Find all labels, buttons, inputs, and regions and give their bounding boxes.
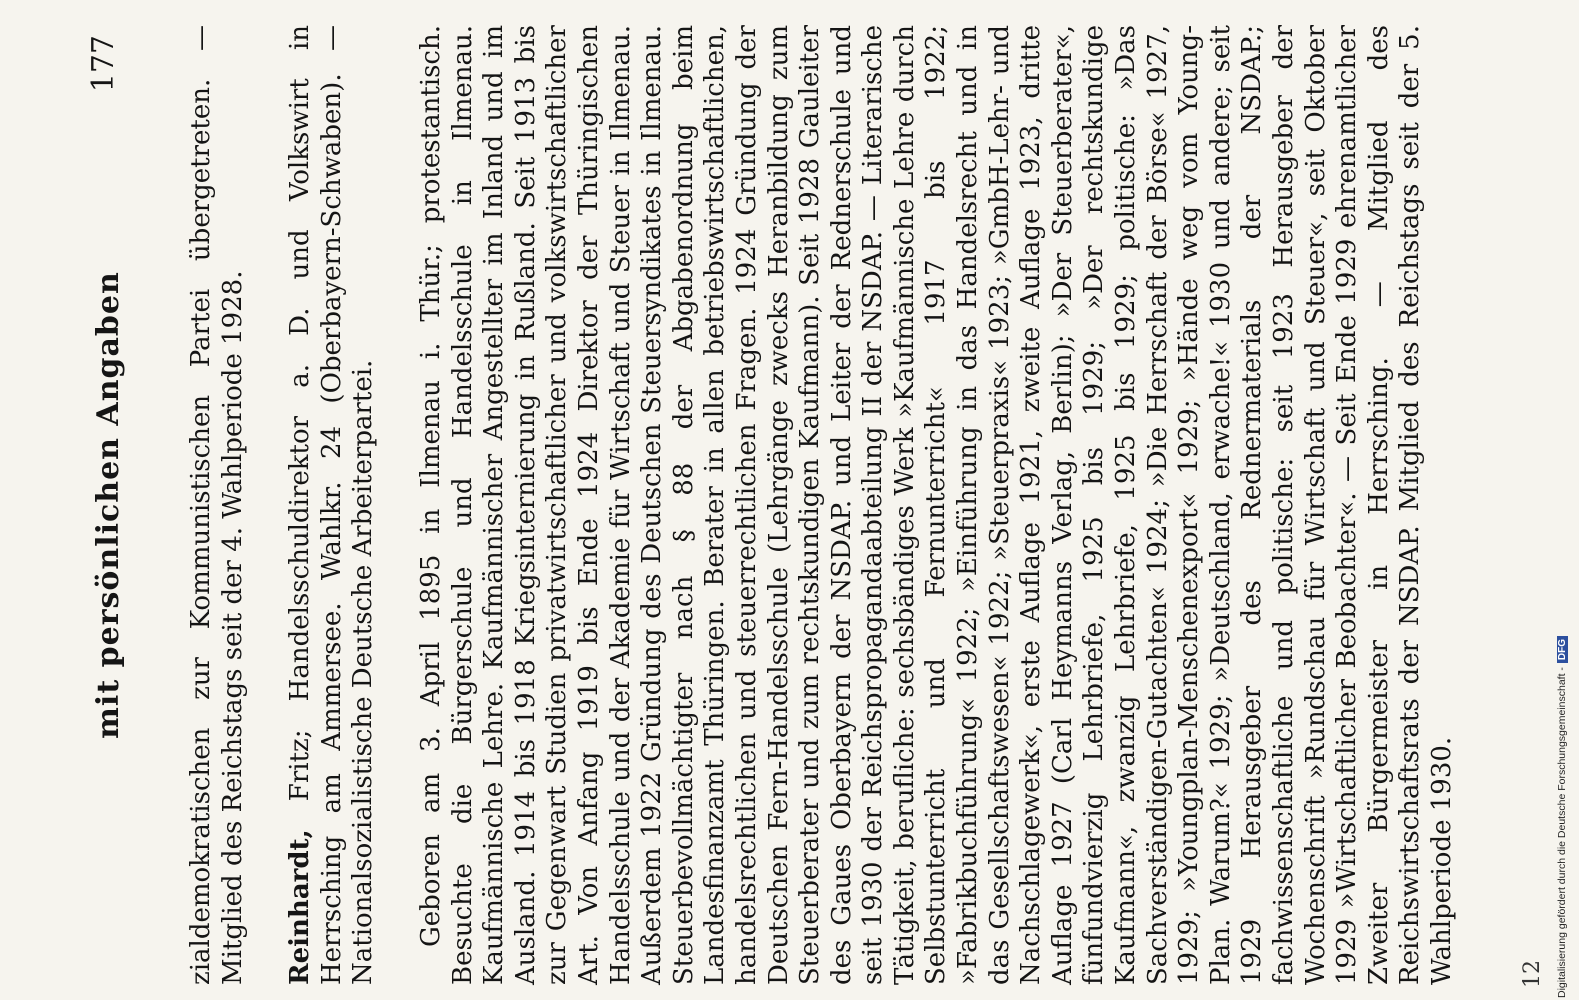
margin-number: 12 <box>1520 960 1545 988</box>
entry-details: Fritz; Handelsschuldirektor a. D. und Volkswirt in Herrsching am Ammersee. Wahlkr. 24 (Oberbayern-Schwaben). — Nationalsozialistische Deutsche Arbeiterpartei. <box>285 25 379 985</box>
digitization-note <box>1556 636 1568 998</box>
entry-name: Reinhardt, <box>285 829 316 985</box>
paragraph-continuation: zialdemokratischen zur Kommunistischen Partei übergetreten. — Mitglied des Reichstags seit der 4. Wahlperiode 1928. <box>186 25 248 985</box>
running-title: mit persönlichen Angaben <box>90 271 126 739</box>
page-content <box>80 25 1470 985</box>
dfg-logo-icon: DFG <box>1557 636 1568 663</box>
page-number: 177 <box>86 35 121 93</box>
entry-heading <box>285 25 380 985</box>
digitization-text: Digitalisierung gefördert durch die Deutsche Forschungsgemeinschaft - <box>1556 667 1568 998</box>
biography-paragraph: Geboren am 3. April 1895 in Ilmenau i. Thür.; protestantisch. Besuchte die Bürgerschule und Handelsschule in Ilmenau. Kaufmännische Lehre. Kaufmännischer Angestellter im Inland und im Ausland. 1914 bis 1918 Kriegsinternierung in Rußland. Seit 1913 bis zur Gegenwart Studien privatwirtschaftlicher und volkswirtschaftlicher Art. Von Anfang 1919 bis Ende 1924 Direktor der Thüringischen Handelsschule und der Akademie für Wirtschaft und Steuer in Ilmenau. Außerdem 1922 Gründung des Deutschen Steuersyndikates in Ilmenau. Steuerbevollmächtigter nach § 88 der Abgabenordnung beim Landesfinanzamt Thüringen. Berater in allen betriebswirtschaftlichen, handelsrechtlichen und steuerrechtlichen Fragen. 1924 Gründung der Deutschen Fern-Handelsschule (Lehrgänge zwecks Heranbildung zum Steuerberater und zum rechtskundigen Kaufmann). Seit 1928 Gauleiter des Gaues Oberbayern der NSDAP. und Leiter der Rednerschule und seit 1930 der Reichspropagandaabteilung II der NSDAP. — Literarische Tätigkeit, berufliche: sechsbändiges Werk »Kaufmännische Lehre durch Selbstunterricht und Fernunterricht« 1917 bis 1922; »Fabrikbuchführung« 1922; »Einführung in das Handelsrecht und in das Gesellschaftswesen« 1922; »Steuerpraxis« 1923; »GmbH-Lehr- und Nachschlagewerk«, erste Auflage 1921, zweite Auflage 1923, dritte Auflage 1927 (Carl Heymanns Verlag, Berlin); »Der Steuerberater«, fünfundvierzig Lehrbriefe, 1925 bis 1929; »Der rechtskundige Kaufmann«, zwanzig Lehrbriefe, 1925 bis 1929; politische: »Das Sachverständigen-Gutachten« 1924; »Die Herrschaft der Börse« 1927, 1929; »Youngplan-Menschenexport« 1929; »Hände weg vom Young-Plan. Warum?« 1929; »Deutschland, erwache!« 1930 und andere; seit 1929 Herausgeber des Rednermaterials der NSDAP.; fachwissenschaftliche und politische: seit 1923 Herausgeber der Wochenschrift »Rundschau für Wirtschaft und Steuer«, seit Oktober 1929 »Wirtschaftlicher Beobachter«. — Seit Ende 1929 ehrenamtlicher Zweiter Bürgermeister in Herrsching. — Mitglied des Reichswirtschaftsrats der NSDAP. Mitglied des Reichstags seit der 5. Wahlperiode 1930. <box>415 25 1457 985</box>
page-header <box>80 25 136 985</box>
